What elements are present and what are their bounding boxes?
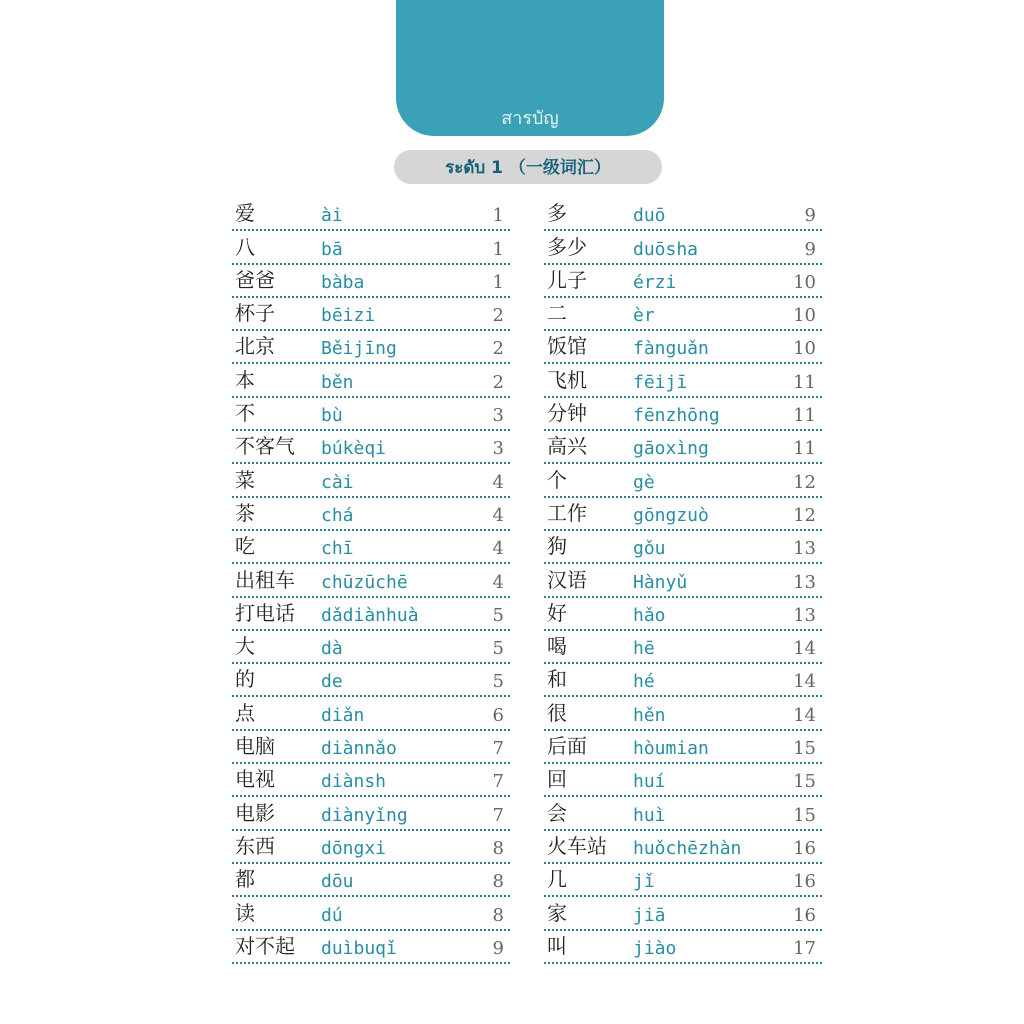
vocab-hanzi: 回	[547, 767, 567, 792]
vocab-hanzi: 个	[547, 467, 567, 492]
vocab-row[interactable]	[544, 664, 822, 697]
vocab-page-number: 6	[492, 704, 504, 726]
vocab-row[interactable]	[232, 664, 510, 697]
vocab-pinyin: fànguǎn	[633, 338, 709, 360]
vocab-hanzi: 多	[547, 201, 567, 226]
vocab-hanzi: 出租车	[235, 567, 295, 592]
vocab-pinyin: jiā	[633, 904, 666, 926]
vocab-pinyin: gè	[633, 471, 655, 493]
vocab-row[interactable]	[544, 697, 822, 730]
vocab-hanzi: 饭馆	[547, 334, 587, 359]
vocab-row[interactable]	[232, 265, 510, 298]
vocab-pinyin: diànsh	[321, 771, 387, 793]
vocab-pinyin: bù	[321, 405, 343, 427]
vocab-pinyin: hěn	[633, 704, 666, 726]
vocab-hanzi: 茶	[235, 500, 255, 525]
vocab-row[interactable]	[232, 831, 510, 864]
vocab-row[interactable]	[544, 564, 822, 597]
vocab-row[interactable]	[232, 797, 510, 830]
vocab-page-number: 8	[492, 871, 504, 893]
vocab-pinyin: fēijī	[633, 371, 688, 393]
vocab-pinyin: duō	[633, 205, 666, 227]
vocab-pinyin: duìbuqǐ	[321, 937, 397, 959]
vocab-pinyin: diǎn	[321, 704, 365, 726]
vocab-page-number: 14	[793, 671, 816, 693]
vocab-hanzi: 高兴	[547, 434, 587, 459]
vocab-list-left	[232, 198, 510, 964]
vocab-pinyin: dōu	[321, 871, 354, 893]
vocab-row[interactable]	[544, 498, 822, 531]
vocab-pinyin: hòumian	[633, 738, 709, 760]
vocab-hanzi: 分钟	[547, 401, 587, 426]
vocab-hanzi: 会	[547, 800, 567, 825]
vocab-hanzi: 爸爸	[235, 267, 275, 292]
vocab-page-number: 14	[793, 704, 816, 726]
vocab-hanzi: 叫	[547, 933, 567, 958]
vocab-page-number: 5	[492, 604, 504, 626]
vocab-page-number: 10	[793, 271, 816, 293]
vocab-row[interactable]	[232, 864, 510, 897]
vocab-row[interactable]	[544, 398, 822, 431]
header-tab	[396, 0, 664, 136]
vocab-row[interactable]	[232, 498, 510, 531]
vocab-row[interactable]	[232, 431, 510, 464]
vocab-row[interactable]	[232, 464, 510, 497]
vocab-pinyin: jiào	[633, 937, 677, 959]
vocab-row[interactable]	[232, 298, 510, 331]
vocab-hanzi: 儿子	[547, 267, 587, 292]
vocab-row[interactable]	[544, 364, 822, 397]
vocab-pinyin: chá	[321, 504, 354, 526]
vocab-row[interactable]	[544, 298, 822, 331]
vocab-row[interactable]	[544, 864, 822, 897]
vocab-page-number: 14	[793, 638, 816, 660]
vocab-row[interactable]	[232, 598, 510, 631]
vocab-hanzi: 点	[235, 700, 255, 725]
vocab-hanzi: 杯子	[235, 301, 275, 326]
vocab-page-number: 2	[492, 338, 504, 360]
vocab-pinyin: cài	[321, 471, 354, 493]
vocab-hanzi: 读	[235, 900, 255, 925]
vocab-pinyin: hē	[633, 638, 655, 660]
vocab-row[interactable]	[544, 897, 822, 930]
vocab-pinyin: èr	[633, 305, 655, 327]
vocab-row[interactable]	[544, 631, 822, 664]
vocab-page-number: 4	[492, 571, 504, 593]
vocab-hanzi: 汉语	[547, 567, 587, 592]
vocab-page-number: 8	[492, 837, 504, 859]
vocab-pinyin: dōngxi	[321, 837, 387, 859]
vocab-pinyin: diànyǐng	[321, 804, 408, 826]
vocab-page-number: 15	[793, 738, 816, 760]
vocab-page-number: 7	[492, 804, 504, 826]
vocab-pinyin: dǎdiànhuà	[321, 604, 419, 626]
vocab-page-number: 16	[793, 904, 816, 926]
vocab-row[interactable]	[544, 331, 822, 364]
vocab-pinyin: huì	[633, 804, 666, 826]
vocab-pinyin: chūzūchē	[321, 571, 408, 593]
vocab-hanzi: 爱	[235, 201, 255, 226]
vocab-row[interactable]	[544, 531, 822, 564]
vocab-page-number: 11	[793, 371, 816, 393]
vocab-page-number: 13	[793, 604, 816, 626]
vocab-pinyin: chī	[321, 538, 354, 560]
vocab-page-number: 9	[804, 205, 816, 227]
vocab-pinyin: Běijīng	[321, 338, 397, 360]
vocab-row[interactable]	[232, 564, 510, 597]
vocab-row[interactable]	[232, 697, 510, 730]
vocab-row[interactable]	[544, 831, 822, 864]
vocab-page-number: 1	[492, 238, 504, 260]
vocab-pinyin: huǒchēzhàn	[633, 837, 742, 859]
vocab-page-number: 9	[804, 238, 816, 260]
vocab-hanzi: 电视	[235, 767, 275, 792]
vocab-hanzi: 几	[547, 867, 567, 892]
vocab-pinyin: bēizi	[321, 305, 376, 327]
vocab-page-number: 7	[492, 738, 504, 760]
vocab-page-number: 10	[793, 305, 816, 327]
vocab-row[interactable]	[544, 598, 822, 631]
vocab-pinyin: Hànyǔ	[633, 571, 688, 593]
vocab-page-number: 16	[793, 837, 816, 859]
vocab-hanzi: 大	[235, 634, 255, 659]
vocab-row[interactable]	[544, 464, 822, 497]
vocab-hanzi: 菜	[235, 467, 255, 492]
vocab-hanzi: 的	[235, 667, 255, 692]
vocab-page-number: 4	[492, 538, 504, 560]
vocab-hanzi: 喝	[547, 634, 567, 659]
vocab-hanzi: 打电话	[235, 600, 295, 625]
vocab-page-number: 5	[492, 671, 504, 693]
vocab-page-number: 16	[793, 871, 816, 893]
vocab-row[interactable]	[232, 198, 510, 231]
vocab-pinyin: érzi	[633, 271, 677, 293]
vocab-hanzi: 电脑	[235, 734, 275, 759]
vocab-hanzi: 不客气	[235, 434, 295, 459]
vocab-hanzi: 工作	[547, 500, 587, 525]
vocab-pinyin: hǎo	[633, 604, 666, 626]
vocab-pinyin: duōsha	[633, 238, 699, 260]
vocab-hanzi: 后面	[547, 734, 587, 759]
vocab-page-number: 13	[793, 571, 816, 593]
vocab-hanzi: 北京	[235, 334, 275, 359]
vocab-hanzi: 和	[547, 667, 567, 692]
vocab-page-number: 5	[492, 638, 504, 660]
vocab-row[interactable]	[544, 731, 822, 764]
vocab-page-number: 15	[793, 771, 816, 793]
vocab-page-number: 12	[793, 471, 816, 493]
vocab-pinyin: fēnzhōng	[633, 405, 720, 427]
page-title: สารบัญ	[501, 108, 559, 129]
vocab-page-number: 12	[793, 504, 816, 526]
vocab-pinyin: dú	[321, 904, 343, 926]
vocab-hanzi: 很	[547, 700, 567, 725]
vocab-hanzi: 东西	[235, 833, 275, 858]
vocab-pinyin: gōngzuò	[633, 504, 709, 526]
vocab-hanzi: 狗	[547, 534, 567, 559]
vocab-page-number: 1	[492, 205, 504, 227]
vocab-page-number: 4	[492, 504, 504, 526]
level-heading: ระดับ 1 （一级词汇）	[394, 150, 662, 184]
vocab-row[interactable]	[544, 265, 822, 298]
vocab-row[interactable]	[232, 364, 510, 397]
vocab-page-number: 11	[793, 438, 816, 460]
vocab-row[interactable]	[544, 198, 822, 231]
vocab-page-number: 1	[492, 271, 504, 293]
vocab-row[interactable]	[232, 897, 510, 930]
vocab-row[interactable]	[544, 764, 822, 797]
vocab-pinyin: huí	[633, 771, 666, 793]
vocab-hanzi: 对不起	[235, 933, 295, 958]
vocab-pinyin: bā	[321, 238, 343, 260]
vocab-pinyin: búkèqi	[321, 438, 387, 460]
vocab-row[interactable]	[232, 331, 510, 364]
vocab-row[interactable]	[232, 398, 510, 431]
vocab-row[interactable]	[544, 797, 822, 830]
vocab-page-number: 7	[492, 771, 504, 793]
vocab-page-number: 10	[793, 338, 816, 360]
vocab-page-number: 2	[492, 305, 504, 327]
vocab-page-number: 2	[492, 371, 504, 393]
vocab-hanzi: 火车站	[547, 833, 607, 858]
vocab-row[interactable]	[232, 531, 510, 564]
vocab-hanzi: 好	[547, 600, 567, 625]
vocab-row[interactable]	[232, 231, 510, 264]
vocab-hanzi: 电影	[235, 800, 275, 825]
vocab-hanzi: 飞机	[547, 367, 587, 392]
vocab-pinyin: dà	[321, 638, 343, 660]
vocab-hanzi: 都	[235, 867, 255, 892]
vocab-hanzi: 八	[235, 234, 255, 259]
vocab-hanzi: 多少	[547, 234, 587, 259]
vocab-pinyin: de	[321, 671, 343, 693]
vocab-pinyin: gǒu	[633, 538, 666, 560]
vocab-row[interactable]	[232, 931, 510, 964]
vocab-page-number: 17	[793, 937, 816, 959]
vocab-row[interactable]	[232, 764, 510, 797]
vocab-row[interactable]	[544, 231, 822, 264]
vocab-pinyin: ài	[321, 205, 343, 227]
vocab-pinyin: běn	[321, 371, 354, 393]
vocab-page-number: 3	[492, 438, 504, 460]
vocab-page-number: 9	[492, 937, 504, 959]
vocab-hanzi: 二	[547, 301, 567, 326]
vocab-pinyin: jǐ	[633, 871, 655, 893]
vocab-row[interactable]	[232, 631, 510, 664]
vocab-row[interactable]	[544, 431, 822, 464]
vocab-list-right	[544, 198, 822, 964]
vocab-pinyin: diànnǎo	[321, 738, 397, 760]
vocab-hanzi: 家	[547, 900, 567, 925]
vocab-pinyin: hé	[633, 671, 655, 693]
vocab-page-number: 11	[793, 405, 816, 427]
vocab-row[interactable]	[544, 931, 822, 964]
vocab-hanzi: 吃	[235, 534, 255, 559]
vocab-hanzi: 本	[235, 367, 255, 392]
vocab-page-number: 13	[793, 538, 816, 560]
vocab-page-number: 15	[793, 804, 816, 826]
vocab-pinyin: bàba	[321, 271, 365, 293]
vocab-row[interactable]	[232, 731, 510, 764]
vocab-pinyin: gāoxìng	[633, 438, 709, 460]
vocab-page-number: 8	[492, 904, 504, 926]
vocab-page-number: 4	[492, 471, 504, 493]
vocab-hanzi: 不	[235, 401, 255, 426]
vocab-page-number: 3	[492, 405, 504, 427]
